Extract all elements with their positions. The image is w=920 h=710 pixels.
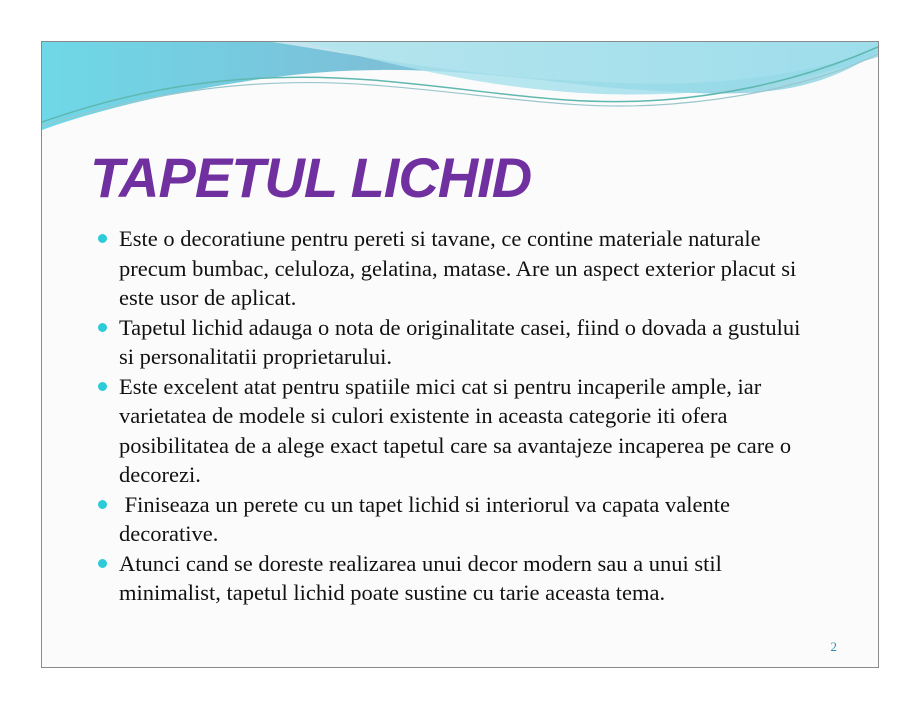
bullet-dot-icon [98,323,107,332]
slide-title: TAPETUL LICHID [90,146,532,209]
bullet-text: Este excelent atat pentru spatiile mici cat si pentru incaperile ample, iar varietatea de modele si culori existente in aceasta categorie iti ofera posibilitatea de a alege exact tapetul care sa avantajeze incaperea pe care o decorezi. [119,373,792,487]
header-wave-decoration [42,42,878,152]
bullet-dot-icon [98,500,107,509]
bullet-list [98,224,820,608]
bullet-item [98,372,820,490]
bullet-dot-icon [98,234,107,243]
bullet-item [98,549,820,608]
bullet-item [98,224,820,313]
bullet-text: Finiseaza un perete cu un tapet lichid si interiorul va capata valente decorative. [119,491,736,546]
page-number: 2 [830,639,837,654]
bullet-dot-icon [98,382,107,391]
bullet-text: Tapetul lichid adauga o nota de originalitate casei, fiind o dovada a gustului si personalitatii proprietarului. [119,314,801,369]
bullet-item [98,313,820,372]
slide [41,41,879,668]
bullet-text: Este o decoratiune pentru pereti si tavane, ce contine materiale naturale precum bumbac, celuloza, gelatina, matase. Are un aspect exterior placut si este usor de aplicat. [119,226,797,310]
bullet-item [98,490,820,549]
bullet-dot-icon [98,559,107,568]
bullet-text: Atunci cand se doreste realizarea unui decor modern sau a unui stil minimalist, tapetul lichid poate sustine cu tarie aceasta tema. [119,550,722,605]
